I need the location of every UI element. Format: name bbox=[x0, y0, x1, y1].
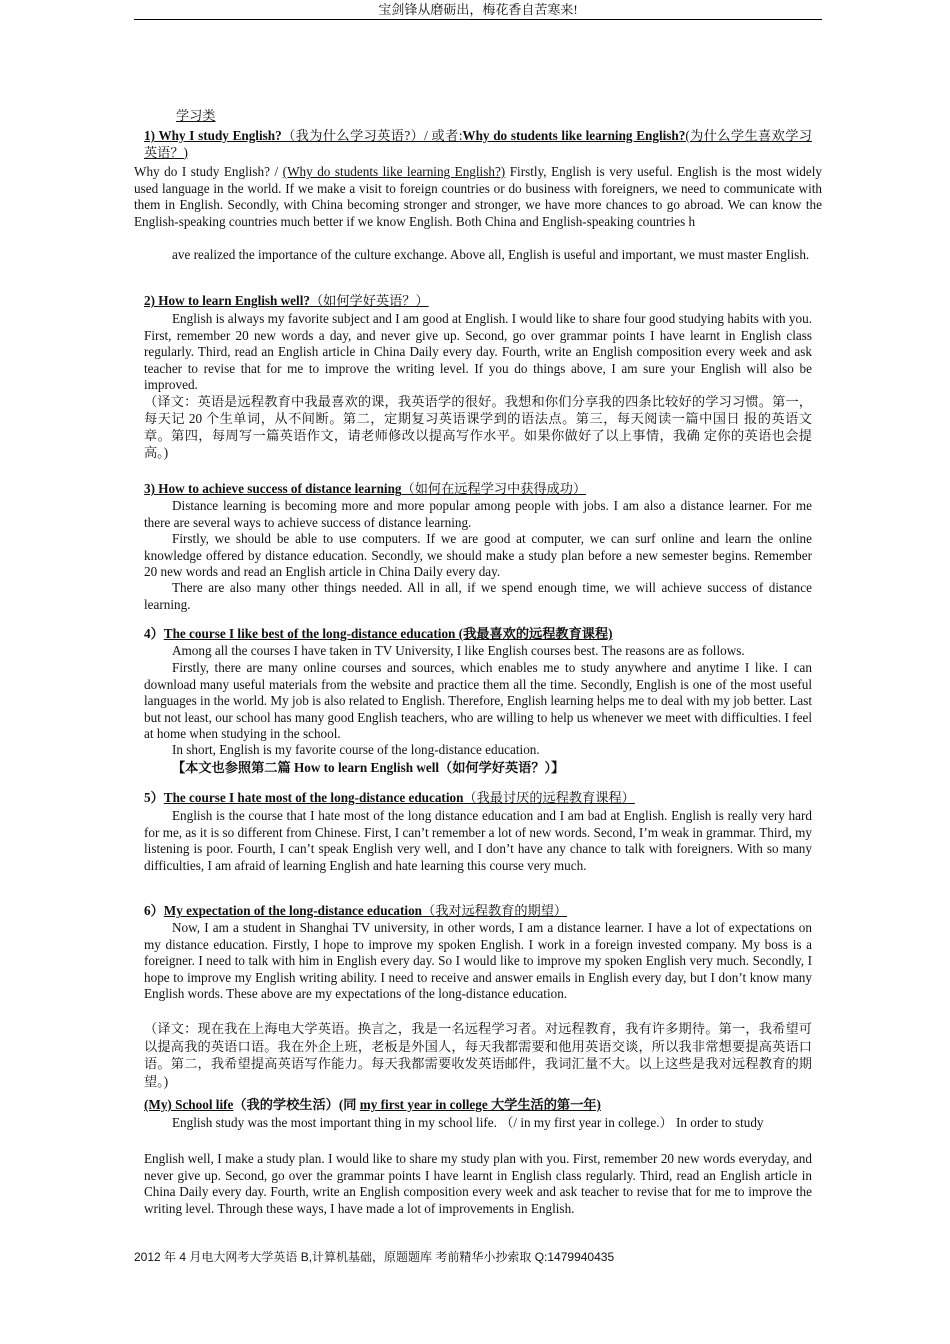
section-1-body-lead: Why do I study English? / bbox=[134, 164, 283, 179]
section-4-note: 【本文也参照第二篇 How to learn English well（如何学好英语？）】 bbox=[172, 760, 565, 775]
section-4-paragraph-2: Firstly, there are many online courses and sources, which enables me to study anywhere and anytime I like. I can download many useful materials from the website and practice them all the time. Secondly, English is one of the most useful languages in the world. My job is also related to English. Therefore, English learning helps me to deal with my job better. Last but not least, our school has many good English teachers, who are willing to help us whenever we meet with difficulties. I feel at home when studying in the school. bbox=[144, 660, 812, 741]
section-3-paragraph-3: There are also many other things needed. All in all, if we spend enough time, we will achieve success of distance learning. bbox=[144, 580, 812, 612]
section-7-title bbox=[144, 1097, 812, 1114]
section-5-heading-cn: （我最讨厌的远程教育课程） bbox=[463, 790, 635, 805]
section-7-paragraph-1: English study was the most important thing in my school life. （/ in my first year in college.） In order to study bbox=[172, 1115, 764, 1130]
category-label: 学习类 bbox=[176, 108, 216, 123]
section-6-paragraph: Now, I am a student in Shanghai TV university, in other words, I am a distance learner. I have a lot of expectations on my distance education. Firstly, I hope to improve my spoken English. I work in a foreign invested company. My boss is a foreigner. I need to talk with him in English every day. So I would like to improve my spoken English very much. Secondly, I hope to improve my English writing ability. I need to receive and answer emails in English every day, but I don’t know many English words. These above are my expectations of the long-distance education. bbox=[144, 920, 812, 1001]
section-4-paragraph-3: In short, English is my favorite course of the long-distance education. bbox=[172, 742, 540, 757]
page-footer: 2012 年 4 月电大网考大学英语 B,计算机基础，原题题库 考前精华小抄索取 Q:1479940435 bbox=[134, 1250, 615, 1264]
section-2-number: 2) bbox=[144, 293, 159, 308]
section-4-number: 4） bbox=[144, 626, 164, 641]
section-2-paragraph: English is always my favorite subject and I am good at English. I would like to share four good studying habits with you. First, remember 20 new words a day, and never give up. Second, go over grammar points I have learnt in English class regularly. Third, read an English article in China Daily every day. Fourth, write an English composition every week and ask teacher to revise that for me to improve the writing level. If you do things above, I am sure your English will also be improved. bbox=[144, 311, 812, 392]
section-3-number: 3) bbox=[144, 481, 159, 496]
section-1-heading-cn: （我为什么学习英语?）/ 或者: bbox=[281, 128, 463, 143]
section-7-heading: (My) School life bbox=[144, 1097, 234, 1112]
section-7-paragraph-2: English well, I make a study plan. I would like to share my study plan with you. First, remember 20 new words everyday, and never give up. Second, go over the grammar points I have learnt in English class regularly. Third, read an English article in China Daily every day. Fourth, write an English composition every week and ask teacher to revise that for me to improve the writing level. Through these ways, I have made a lot of improvements in English. bbox=[144, 1151, 812, 1216]
section-1-body bbox=[134, 164, 822, 230]
section-1-heading-alt-cn: (为什么学生喜欢学习英语？) bbox=[144, 128, 812, 160]
section-6-heading-cn: （我对远程教育的期望） bbox=[422, 903, 568, 918]
section-2-translation: （译文：英语是远程教育中我最喜欢的课，我英语学的很好。我想和你们分享我的四条比较好的学习习惯。第一，每天记 20 个生单词，从不间断。第二，定期复习英语课学到的语法点。第三，每天阅读一篇中国日 报的英语文章。第四，每周写一篇英语作文，请老师修改以提高写作水平。如果你做好了以上事情，我确 定你的英语也会提高。) bbox=[144, 394, 812, 460]
section-4-heading-cn: (我最喜欢的远程教育课程) bbox=[455, 626, 613, 641]
section-3-heading: How to achieve success of distance learning bbox=[158, 481, 402, 496]
section-6-heading: My expectation of the long-distance education bbox=[163, 903, 423, 918]
section-1-heading: Why I study English? bbox=[158, 128, 282, 143]
section-3-heading-cn: （如何在远程学习中获得成功） bbox=[401, 481, 587, 496]
section-6-title bbox=[144, 903, 812, 920]
page-header-motto: 宝剑锋从磨砺出，梅花香自苦寒来! bbox=[134, 0, 822, 20]
section-3-paragraph-1: Distance learning is becoming more and more popular among people with jobs. I am also a distance learner. For me there are several ways to achieve success of distance learning. bbox=[144, 498, 812, 530]
section-4-paragraph-1: Among all the courses I have taken in TV University, I like English courses best. The reasons are as follows. bbox=[172, 643, 745, 658]
section-5-title bbox=[144, 790, 812, 807]
section-4-title bbox=[144, 626, 812, 643]
section-4-heading: The course I like best of the long-distance education bbox=[163, 626, 456, 641]
section-2-heading: How to learn English well? bbox=[158, 293, 310, 308]
section-6-translation: （译文：现在我在上海电大学英语。换言之，我是一名远程学习者。对远程教育，我有许多期待。第一，我希望可以提高我的英语口语。我在外企上班，老板是外国人，每天我都需要和他用英语交谈，所以我非常想要提高英语口语。第二，我希望提高英语写作能力。每天我都需要收发英语邮件，我词汇量不大。以上这些是我对远程教育的期望。) bbox=[144, 1021, 812, 1089]
section-2-title bbox=[144, 293, 812, 310]
section-5-heading: The course I hate most of the long-distance education bbox=[163, 790, 464, 805]
section-7-heading-cn: （我的学校生活）(同 bbox=[233, 1097, 360, 1112]
section-3-paragraph-2: Firstly, we should be able to use computers. If we are good at computer, we can surf online and learn the online knowledge offered by distance education. Secondly, we should make a study plan before a new semester begins. Remember 20 new words and read an English article in China Daily every day. bbox=[144, 531, 812, 579]
section-1-number: 1) bbox=[144, 128, 159, 143]
section-1-body-text: Firstly, English is very useful. English is the most widely used language in the world. If we make a visit to foreign countries or do business with foreigners, we need to communicate with them in English. Secondly, with China becoming stronger and stronger, we have more chances to go abroad. We can know the English-speaking countries much better if we know English. Both China and English-speaking countries h bbox=[134, 164, 822, 229]
section-1-body-alt: (Why do students like learning English?) bbox=[282, 164, 506, 179]
section-3-title bbox=[144, 481, 812, 498]
section-7-heading-alt: my first year in college bbox=[359, 1097, 488, 1112]
section-1-body-2: ave realized the importance of the culture exchange. Above all, English is useful and important, we must master English. bbox=[172, 247, 810, 262]
section-7-heading-alt-cn: 大学生活的第一年) bbox=[487, 1097, 601, 1112]
section-2-heading-cn: （如何学好英语？） bbox=[309, 293, 429, 308]
section-5-number: 5） bbox=[144, 790, 164, 805]
section-6-number: 6） bbox=[144, 903, 164, 918]
section-1-heading-alt: Why do students like learning English? bbox=[462, 128, 686, 143]
section-1-title bbox=[144, 128, 812, 161]
section-5-paragraph: English is the course that I hate most of the long distance education and I am bad at English. English is really very hard for me, as it is so different from Chinese. First, I can’t remember a lot of new words. Second, I’m weak in grammar. Third, my listening is poor. Fourth, I can’t speak English very well, and I don’t have any chance to talk with foreigners. With so many difficulties, I am afraid of learning English and hate learning this course very much. bbox=[144, 808, 812, 873]
